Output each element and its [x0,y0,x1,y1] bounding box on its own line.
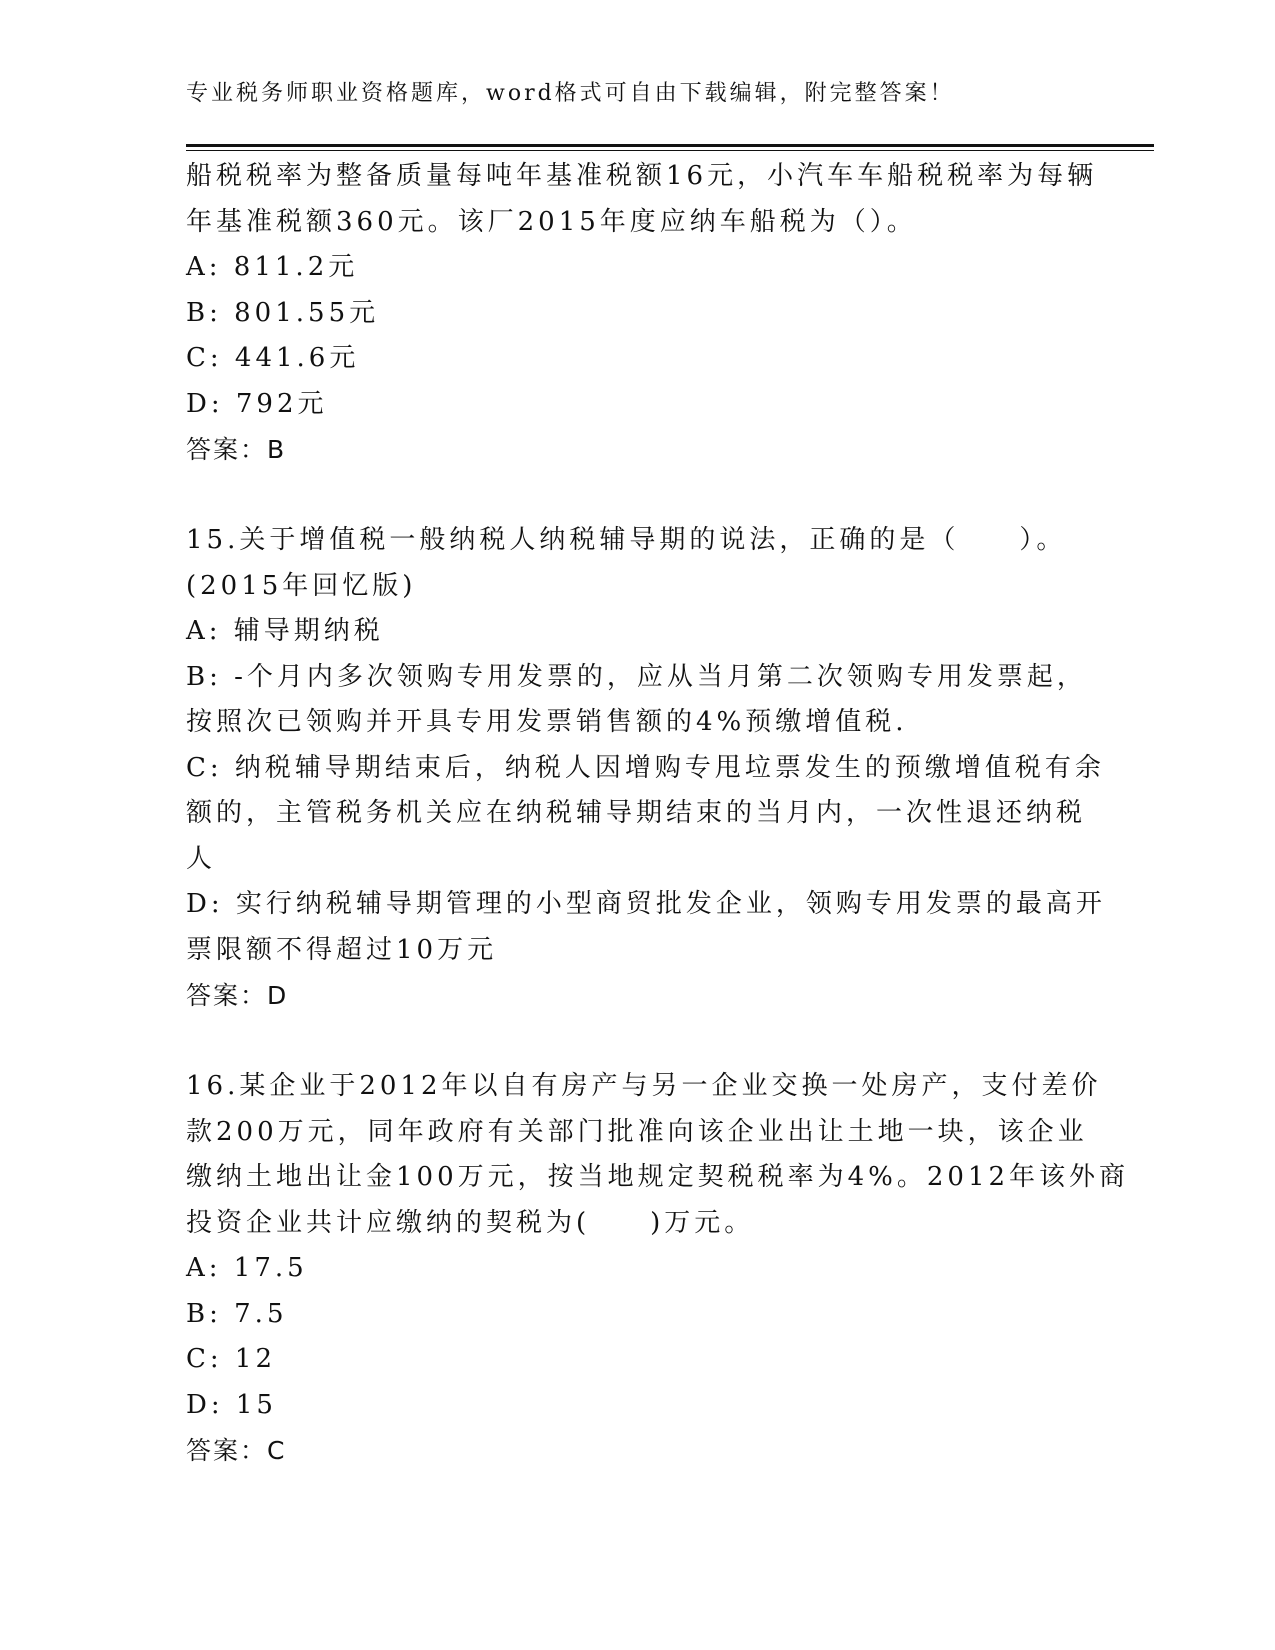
option-c-continued: 额的，主管税务机关应在纳税辅导期结束的当月内，一次性退还纳税 [186,798,1087,828]
option-b: B: -个月内多次领购专用发票的，应从当月第二次领购专用发票起， [186,661,1087,692]
header-rule-thin [186,150,1154,151]
question-stem-line: 15.关于增值税一般纳税人纳税辅导期的说法，正确的是（ ）。 [186,525,1067,555]
option-a: A: 811.2元 [186,252,359,282]
question-stem-line: 16.某企业于2012年以自有房产与另一企业交换一处房产，支付差价 [186,1071,1102,1101]
question-stem-line: 投资企业共计应缴纳的契税为( )万元。 [186,1207,755,1238]
option-c: C: 纳税辅导期结束后，纳税人因增购专甩垃票发生的预缴增值税有余 [186,752,1105,783]
option-d: D: 15 [186,1389,277,1420]
question-16 [186,1064,1130,1474]
answer-line: 答案：C [186,1436,287,1465]
header-rule-thick [186,144,1154,147]
option-b: B: 801.55元 [186,297,380,328]
question-content [186,154,1130,1474]
option-a: A: 17.5 [186,1253,308,1283]
option-c-continued: 人 [186,843,217,874]
question-15 [186,518,1106,1019]
question-gap [186,473,1086,519]
option-c: C: 441.6元 [186,343,360,373]
question-stem-line: 船税税率为整备质量每吨年基准税额16元，小汽车车船税税率为每辆 [186,161,1098,191]
option-d: D: 792元 [186,388,328,419]
answer-line: 答案：D [186,981,289,1010]
option-d: D: 实行纳税辅导期管理的小型商贸批发企业，领购专用发票的最高开 [186,889,1106,919]
answer-line: 答案：B [186,435,287,464]
option-b: B: 7.5 [186,1298,288,1329]
option-a: A: 辅导期纳税 [186,616,384,646]
option-c: C: 12 [186,1344,277,1374]
option-d-continued: 票限额不得超过10万元 [186,934,498,965]
question-stem-line: 缴纳土地出让金100万元，按当地规定契税税率为4%。2012年该外商 [186,1162,1130,1192]
question-stem-line: 款200万元，同年政府有关部门批准向该企业出让土地一块，该企业 [186,1116,1088,1147]
page-header: 专业税务师职业资格题库，word格式可自由下载编辑，附完整答案！ [186,81,955,106]
question-stem-line: (2015年回忆版) [186,570,417,601]
option-b-continued: 按照次已领购并开具专用发票销售额的4%预缴增值税. [186,707,908,737]
question-14 [186,154,1098,473]
question-gap [186,1019,1086,1065]
question-stem-line: 年基准税额360元。该厂2015年度应纳车船税为（）。 [186,206,917,237]
